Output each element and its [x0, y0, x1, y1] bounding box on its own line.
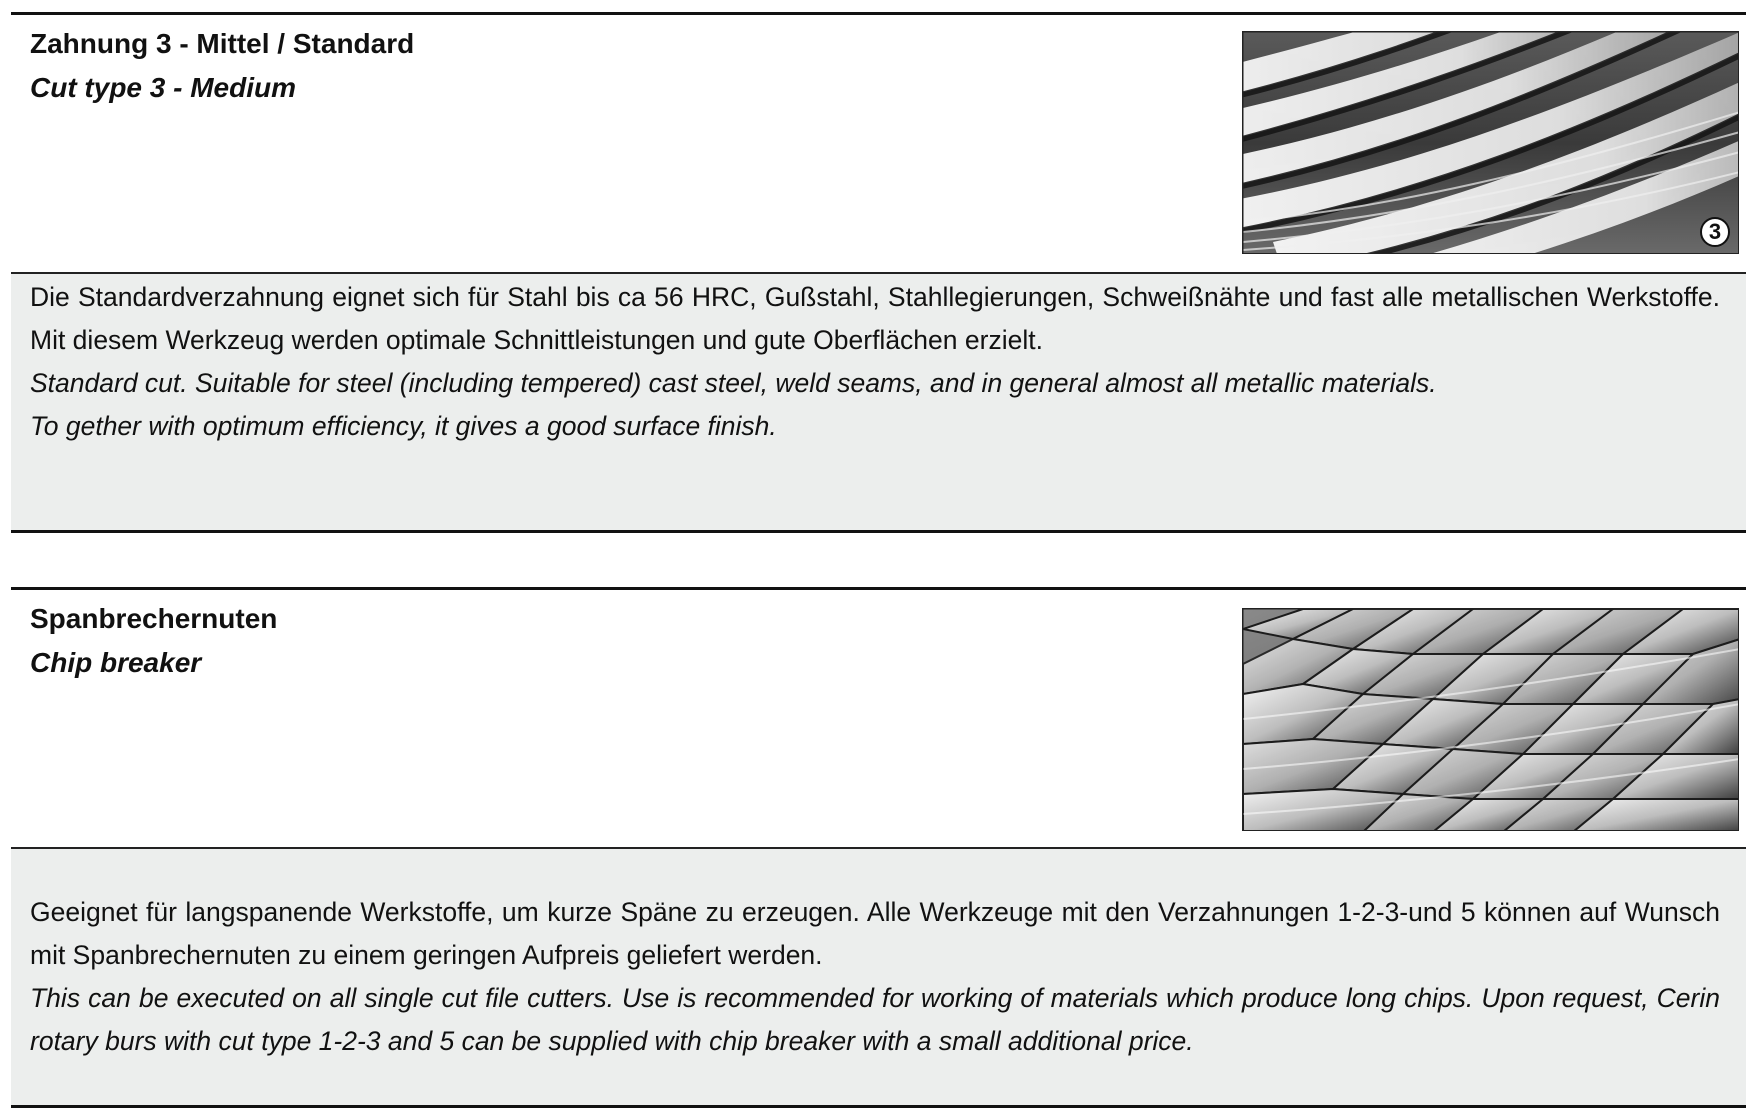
section-1-title-en: Cut type 3 - Medium: [30, 72, 297, 103]
section-1-top-rule: [11, 12, 1746, 15]
section-2-top-rule: [11, 587, 1746, 590]
section-2-title-de: Spanbrechernuten: [30, 603, 278, 634]
section-1-text-de: Die Standardverzahnung eignet sich für Stahl bis ca 56 HRC, Gußstahl, Stahllegierungen, Schweißnähte und fast alle metallischen Werkstoffe. Mit diesem Werkzeug werden optimale Schnittleistungen und gute Oberflächen erzielt.: [30, 282, 1720, 355]
section-1-text-en-2: To gether with optimum efficiency, it gives a good surface finish.: [30, 411, 777, 441]
chip-breaker-burr-photo: [1242, 608, 1739, 831]
section-1-bottom-rule: [11, 530, 1746, 533]
section-1-title-de: Zahnung 3 - Mittel / Standard: [30, 28, 415, 59]
spiral-cut-burr-photo: [1242, 31, 1739, 254]
section-2-text-de: Geeignet für langspanende Werkstoffe, um kurze Späne zu erzeugen. Alle Werkzeuge mit den Verzahnungen 1-2-3-und 5 können auf Wunsch mit Spanbrechernuten zu einem geringen Aufpreis geliefert werden.: [30, 897, 1720, 970]
section-2-title-en: Chip breaker: [30, 647, 202, 678]
section-2-bottom-rule: [11, 1105, 1746, 1108]
section-1-text-en-1: Standard cut. Suitable for steel (including tempered) cast steel, weld seams, and in general almost all metallic materials.: [30, 368, 1437, 398]
section-2-text-en: This can be executed on all single cut file cutters. Use is recommended for working of materials which produce long chips. Upon request, Cerin rotary burs with cut type 1-2-3 and 5 can be supplied with chip breaker with a small additional price.: [30, 983, 1720, 1056]
section-1-description: [30, 276, 1720, 448]
section-2-description: [30, 891, 1720, 1063]
cut-type-badge: 3: [1700, 217, 1730, 247]
